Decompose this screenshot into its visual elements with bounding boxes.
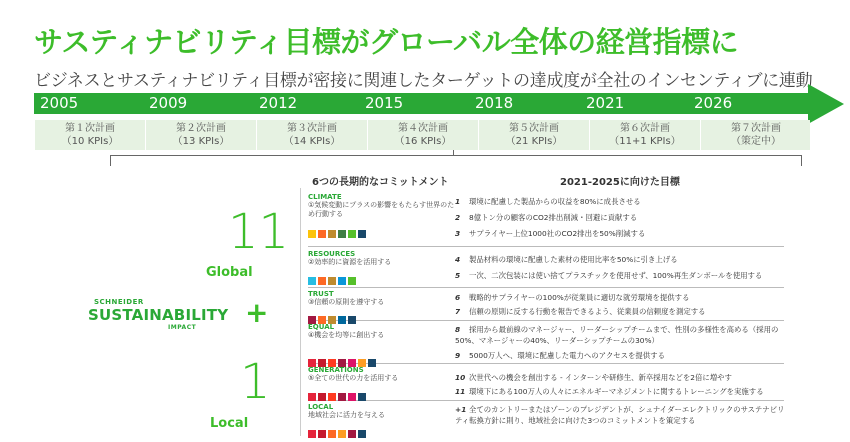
commitment-climate: CLIMATE ①気候変動にプラスの影響をもたらす世界のため行動する [308, 193, 456, 242]
timeline-year: 2012 [259, 94, 298, 112]
timeline-arrow-icon [808, 84, 844, 124]
sdg-icon [358, 230, 366, 238]
goal-item: 3 サプライヤー上位1000社のCO2排出を50%削減する [455, 229, 646, 238]
plan-cell: 第５次計画 （21 KPIs） [478, 120, 589, 152]
sdg-icon [348, 230, 356, 238]
local-number: 1 [240, 354, 271, 410]
sdg-icon [328, 230, 336, 238]
page-subtitle: ビジネスとサスティナビリティ目標が密接に関連したターゲットの達成度が全社のインセンティブに連動 [34, 71, 813, 91]
timeline-year: 2026 [694, 94, 733, 112]
commitment-trust: TRUST ③信頼の原則を遵守する [308, 290, 456, 328]
goal-item: 9 5000万人へ、環境に配慮した電力へのアクセスを提供する [455, 351, 665, 360]
logo-top: SCHNEIDER [94, 298, 144, 306]
timeline-year: 2021 [586, 94, 625, 112]
plus-icon: + [245, 296, 269, 329]
global-label: Global [206, 265, 253, 280]
plan-cell: 第４次計画 （16 KPIs） [367, 120, 478, 152]
plan-cell: 第６次計画 （11+1 KPIs） [589, 120, 700, 152]
sdg-icon [348, 393, 356, 401]
sdg-icon [358, 393, 366, 401]
goal-item: 2 8億トン分の顧客のCO2排出削減・回避に貢献する [455, 213, 638, 222]
sdg-icon [348, 277, 356, 285]
plan-cell: 第３次計画 （14 KPIs） [256, 120, 367, 152]
commitment-local: LOCAL 地域社会に活力を与える [308, 403, 456, 442]
commitment-generations: GENERATIONS ⑤全ての世代の力を活用する [308, 366, 456, 405]
goal-item: 1 環境に配慮した製品からの収益を80%に成長させる [455, 197, 641, 206]
plan-cell: 第７次計画 （策定中） [700, 120, 811, 152]
goal-item: 8 採用から最前線のマネージャー、リーダーシップチームまで、性別の多様性を高める（採用の50%、マネージャーの40%、リーダーシップチームの30%） [455, 325, 779, 345]
bracket-tick [453, 150, 454, 156]
timeline-year: 2018 [475, 94, 514, 112]
sdg-icon [318, 277, 326, 285]
timeline-year: 2005 [40, 94, 79, 112]
local-label: Local [210, 416, 249, 431]
plan-cell: 第１次計画 （10 KPIs） [34, 120, 145, 152]
commitment-equal: EQUAL ④機会を均等に創出する [308, 323, 456, 371]
sdg-icon [338, 230, 346, 238]
timeline-year: 2015 [365, 94, 404, 112]
sdg-icon [318, 393, 326, 401]
sdg-icon [308, 277, 316, 285]
sdg-icon [328, 277, 336, 285]
goal-item: 6 戦略的サプライヤーの100%が従業員に適切な就労環境を提供する [455, 293, 690, 302]
row-divider [308, 246, 784, 247]
commitments-header: 6つの長期的なコミットメント [312, 177, 449, 188]
logo-sub: IMPACT [168, 324, 197, 331]
goal-item: 4 製品材料の環境に配慮した素材の使用比率を50%に引き上げる [455, 255, 678, 264]
sdg-icon [308, 393, 316, 401]
commitment-resources: RESOURCES ②効率的に資源を活用する [308, 250, 456, 289]
goal-item: 10 次世代への機会を創出する - インターンや研修生、新卒採用などを2倍に増やす [455, 373, 732, 382]
logo-main: SUSTAINABILITY [88, 306, 229, 324]
timeline-year: 2009 [149, 94, 188, 112]
sdg-icon [338, 277, 346, 285]
goals-header: 2021-2025に向けた目標 [560, 177, 680, 188]
sdg-icon [318, 230, 326, 238]
plan-cell: 第２次計画 （13 KPIs） [145, 120, 256, 152]
goal-item: 7 信頼の原則に反する行動を報告できるよう、従業員の信頼度を測定する [455, 307, 706, 316]
sdg-icon [338, 393, 346, 401]
sdg-icon [328, 393, 336, 401]
sdg-icon [308, 230, 316, 238]
global-number: 11 [228, 204, 290, 260]
table-border [300, 188, 301, 436]
goal-item: +1 全てのカントリーまたはゾーンのプレジデントが、シュナイダーエレクトリックのサステナビリティ転換方針に則り、地域社会に向けた3つのコミットメントを策定する [455, 405, 785, 425]
bracket [110, 155, 802, 166]
goal-item: 11 環境下にある100万人の人々にエネルギーマネジメントに関するトレーニングを実施する [455, 387, 764, 396]
goal-item: 5 一次、二次包装には使い捨てプラスチックを使用せず、100%再生ダンボールを使用する [455, 271, 763, 280]
page-title: サスティナビリティ目標がグローバル全体の経営指標に [34, 25, 739, 59]
